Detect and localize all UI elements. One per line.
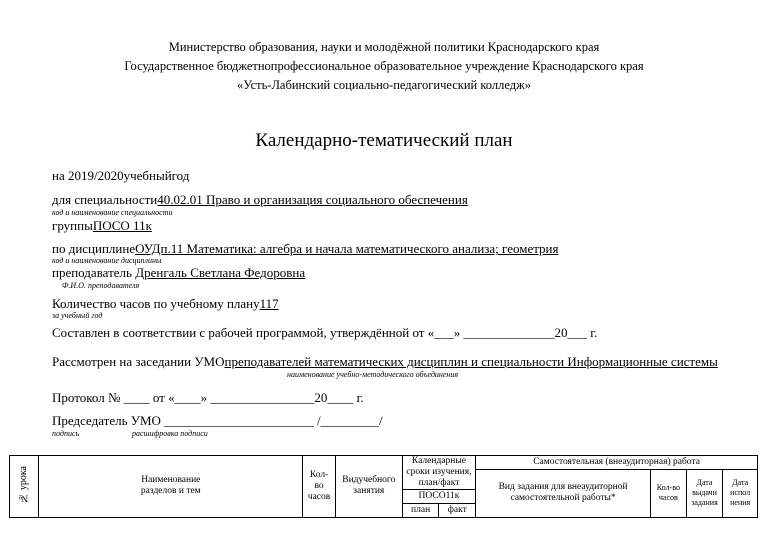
review-caption: наименование учебно-методического объединения (287, 370, 459, 379)
chairman-line: Председатель УМО _______________________ /_________/ (52, 413, 383, 428)
header-self-work: Самостоятельная (внеаудиторная) работа (476, 456, 758, 470)
discipline-value: ОУДп.11 Математика: алгебра и начала математического анализа; геометрия (135, 241, 559, 256)
group-label: группы (52, 218, 93, 233)
specialty-label: для специальности (52, 192, 158, 207)
teacher-line (52, 265, 305, 281)
signature-decode-caption: расшифровка подписи (132, 429, 208, 438)
header-issue-date: Дата выдачи задания (686, 470, 723, 518)
review-label: Рассмотрен на заседании УМО (52, 354, 225, 369)
hours-caption: за учебный год (52, 311, 103, 320)
header-done-date: Дата испол нения (723, 470, 758, 518)
header-plan: план (402, 503, 439, 517)
discipline-label: по дисциплине (52, 241, 136, 256)
protocol-line: Протокол № ____ от «____» ________________20____ г. (52, 390, 364, 405)
hours-value: 117 (259, 296, 279, 311)
signature-caption: подпись (52, 429, 80, 438)
header-self-hours: Кол-во часов (651, 470, 687, 518)
header-group: ПОСО11к (402, 489, 475, 503)
academic-year: на 2019/2020учебныйгод (52, 168, 190, 183)
group-value: ПОСО 11к (92, 218, 152, 233)
header-fact: факт (439, 503, 476, 517)
document-title: Календарно-тематический план (255, 130, 513, 151)
ministry-line: Министерство образования, науки и молодёжной политики Краснодарского края (168, 40, 600, 54)
discipline-caption: код и наименование дисциплины (52, 256, 162, 265)
program-line: Составлен в соответствии с рабочей программой, утверждённой от «___» ______________20___ г. (52, 325, 598, 340)
lesson-plan-table (9, 455, 758, 518)
header-calendar-dates: Календарные сроки изучения, план/факт (402, 456, 475, 490)
header-section-name: Наименование разделов и тем (39, 456, 303, 518)
header-task-type: Вид задания для внеаудиторной самостоятельной работы* (476, 470, 651, 518)
discipline-line (52, 241, 559, 257)
hours-label: Количество часов по учебному плану (52, 296, 260, 311)
header-lesson-number: № урока (10, 456, 39, 518)
header-lesson-type: Видучебного занятия (335, 456, 402, 518)
hours-line (52, 296, 279, 312)
teacher-value: Дренгаль Светлана Федоровна (135, 265, 306, 280)
college-line: «Усть-Лабинский социально-педагогический колледж» (236, 78, 531, 92)
institution-line: Государственное бюджетнопрофессиональное образовательное учреждение Краснодарского края (124, 59, 644, 73)
specialty-caption: код и наименование специальности (52, 208, 173, 217)
teacher-caption: Ф.И.О. преподавателя (62, 281, 140, 290)
review-value: преподавателей математических дисциплин и специальности Информационные системы (224, 354, 718, 369)
teacher-label: преподаватель (52, 265, 136, 280)
group-line (52, 218, 152, 234)
review-line (52, 354, 718, 370)
specialty-line (52, 192, 468, 208)
header-hours: Кол- во часов (303, 456, 335, 518)
specialty-value: 40.02.01 Право и организация социального обеспечения (157, 192, 468, 207)
